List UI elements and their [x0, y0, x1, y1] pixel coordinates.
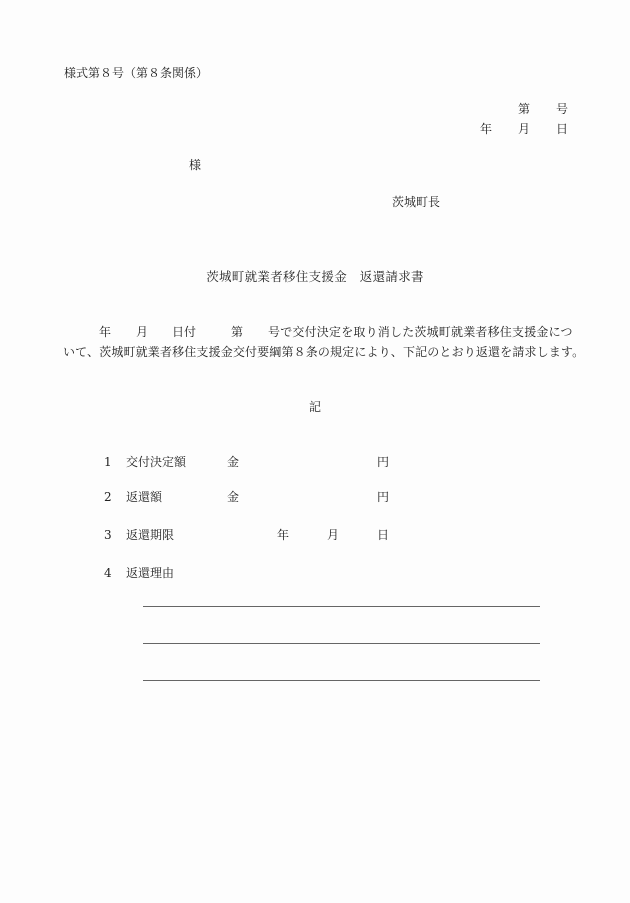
body-rest: 号で交付決定を取り消した茨城町就業者移住支援金につ — [268, 325, 573, 339]
item-return-amount — [0, 490, 630, 506]
item-suffix: 円 — [377, 490, 390, 504]
reason-line-3 — [143, 680, 540, 681]
doc-number-dai: 第 — [518, 102, 531, 116]
item-number: 4 — [104, 566, 112, 580]
reason-line-1 — [143, 606, 540, 607]
reason-line-2 — [143, 643, 540, 644]
document-title: 茨城町就業者移住支援金 返還請求書 — [206, 269, 424, 284]
deadline-month: 月 — [327, 528, 340, 542]
date-day: 日 — [556, 122, 569, 136]
item-suffix: 円 — [377, 455, 390, 469]
item-label: 返還額 — [126, 490, 163, 504]
date-year: 年 — [480, 122, 493, 136]
item-label: 返還期限 — [126, 528, 175, 542]
item-return-reason — [0, 566, 630, 582]
doc-number-go: 号 — [556, 102, 569, 116]
item-number: 2 — [104, 490, 112, 504]
item-number: 3 — [104, 528, 112, 542]
item-label: 返還理由 — [126, 566, 175, 580]
body-day: 日付 — [172, 325, 197, 339]
deadline-year: 年 — [277, 528, 290, 542]
addressee: 様 — [189, 158, 202, 172]
date-month: 月 — [518, 122, 531, 136]
ki-heading: 記 — [308, 400, 321, 414]
body-line-2: いて、茨城町就業者移住支援金交付要綱第８条の規定により、下記のとおり返還を請求します。 — [63, 345, 585, 359]
item-label: 交付決定額 — [126, 455, 187, 469]
item-number: 1 — [104, 455, 112, 469]
body-month: 月 — [136, 325, 149, 339]
item-return-deadline — [0, 528, 630, 544]
deadline-day: 日 — [377, 528, 390, 542]
body-dai: 第 — [231, 325, 244, 339]
sender: 茨城町長 — [392, 195, 441, 209]
item-prefix: 金 — [227, 490, 240, 504]
item-prefix: 金 — [227, 455, 240, 469]
form-number: 様式第８号（第８条関係） — [64, 66, 209, 80]
item-grant-amount — [0, 455, 630, 471]
body-year: 年 — [99, 325, 112, 339]
